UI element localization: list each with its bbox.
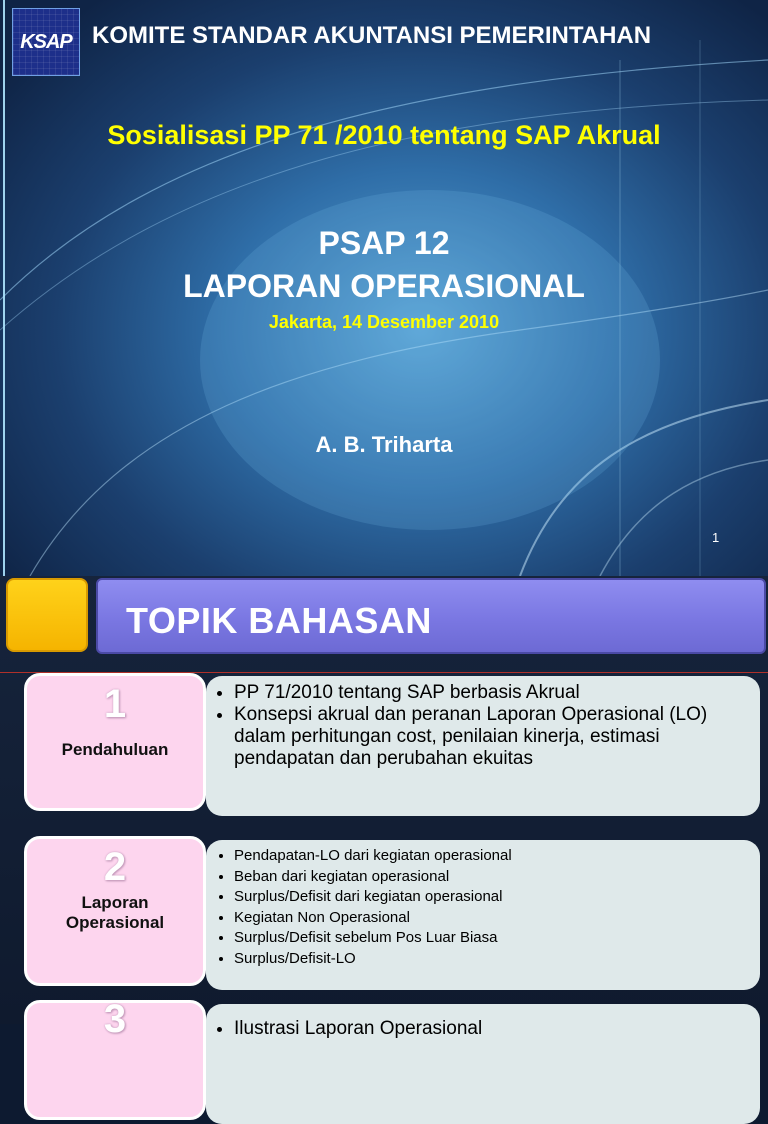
section-3-content [206, 1004, 760, 1124]
page-number: 1 [712, 530, 720, 545]
section-1-number: 1 [103, 682, 127, 726]
section-2-content [206, 840, 760, 990]
section-2-bullet: • Kegiatan Non Operasional [234, 908, 748, 929]
organization-name: KOMITE STANDAR AKUNTANSI PEMERINTAHAN [92, 22, 652, 49]
slide-subtitle: Sosialisasi PP 71 /2010 tentang SAP Akrual [107, 120, 661, 150]
slide-title-line2: LAPORAN OPERASIONAL [183, 268, 585, 304]
event-date: Jakarta, 14 Desember 2010 [268, 312, 500, 332]
section-2-bullet: • Surplus/Defisit-LO [234, 949, 748, 970]
section-2-bullet: • Pendapatan-LO dari kegiatan operasional [234, 846, 748, 867]
section-1-content [206, 676, 760, 816]
topics-title: TOPIK BAHASAN [126, 600, 432, 641]
section-2-bullet: • Surplus/Defisit dari kegiatan operasional [234, 887, 748, 908]
section-1-label: Pendahuluan [61, 740, 169, 759]
section-1-number-card [24, 673, 206, 811]
yellow-accent-box [6, 578, 88, 652]
section-3-bullet: • Ilustrasi Laporan Operasional [234, 1018, 748, 1040]
author-name: A. B. Triharta [315, 432, 453, 457]
section-2-number: 2 [103, 845, 127, 889]
section-2-bullet: • Surplus/Defisit sebelum Pos Luar Biasa [234, 928, 748, 949]
section-2-label: Laporan Operasional [65, 893, 165, 932]
slide-title-line1: PSAP 12 [318, 225, 450, 261]
section-1-bullet: • PP 71/2010 tentang SAP berbasis Akrual [234, 682, 748, 704]
section-2-bullet: • Beban dari kegiatan operasional [234, 867, 748, 888]
section-3-number: 3 [103, 997, 127, 1041]
topics-slide [0, 576, 768, 1041]
section-3-number-card [24, 997, 206, 1120]
ksap-logo: KSAP [12, 8, 80, 76]
title-bar [96, 578, 766, 654]
section-1-bullet: • Konsepsi akrual dan peranan Laporan Operasional (LO) dalam perhitungan cost, penilaian kinerja, estimasi pendapatan dan perubahan ekuitas [234, 704, 748, 770]
section-2-number-card [24, 836, 206, 986]
